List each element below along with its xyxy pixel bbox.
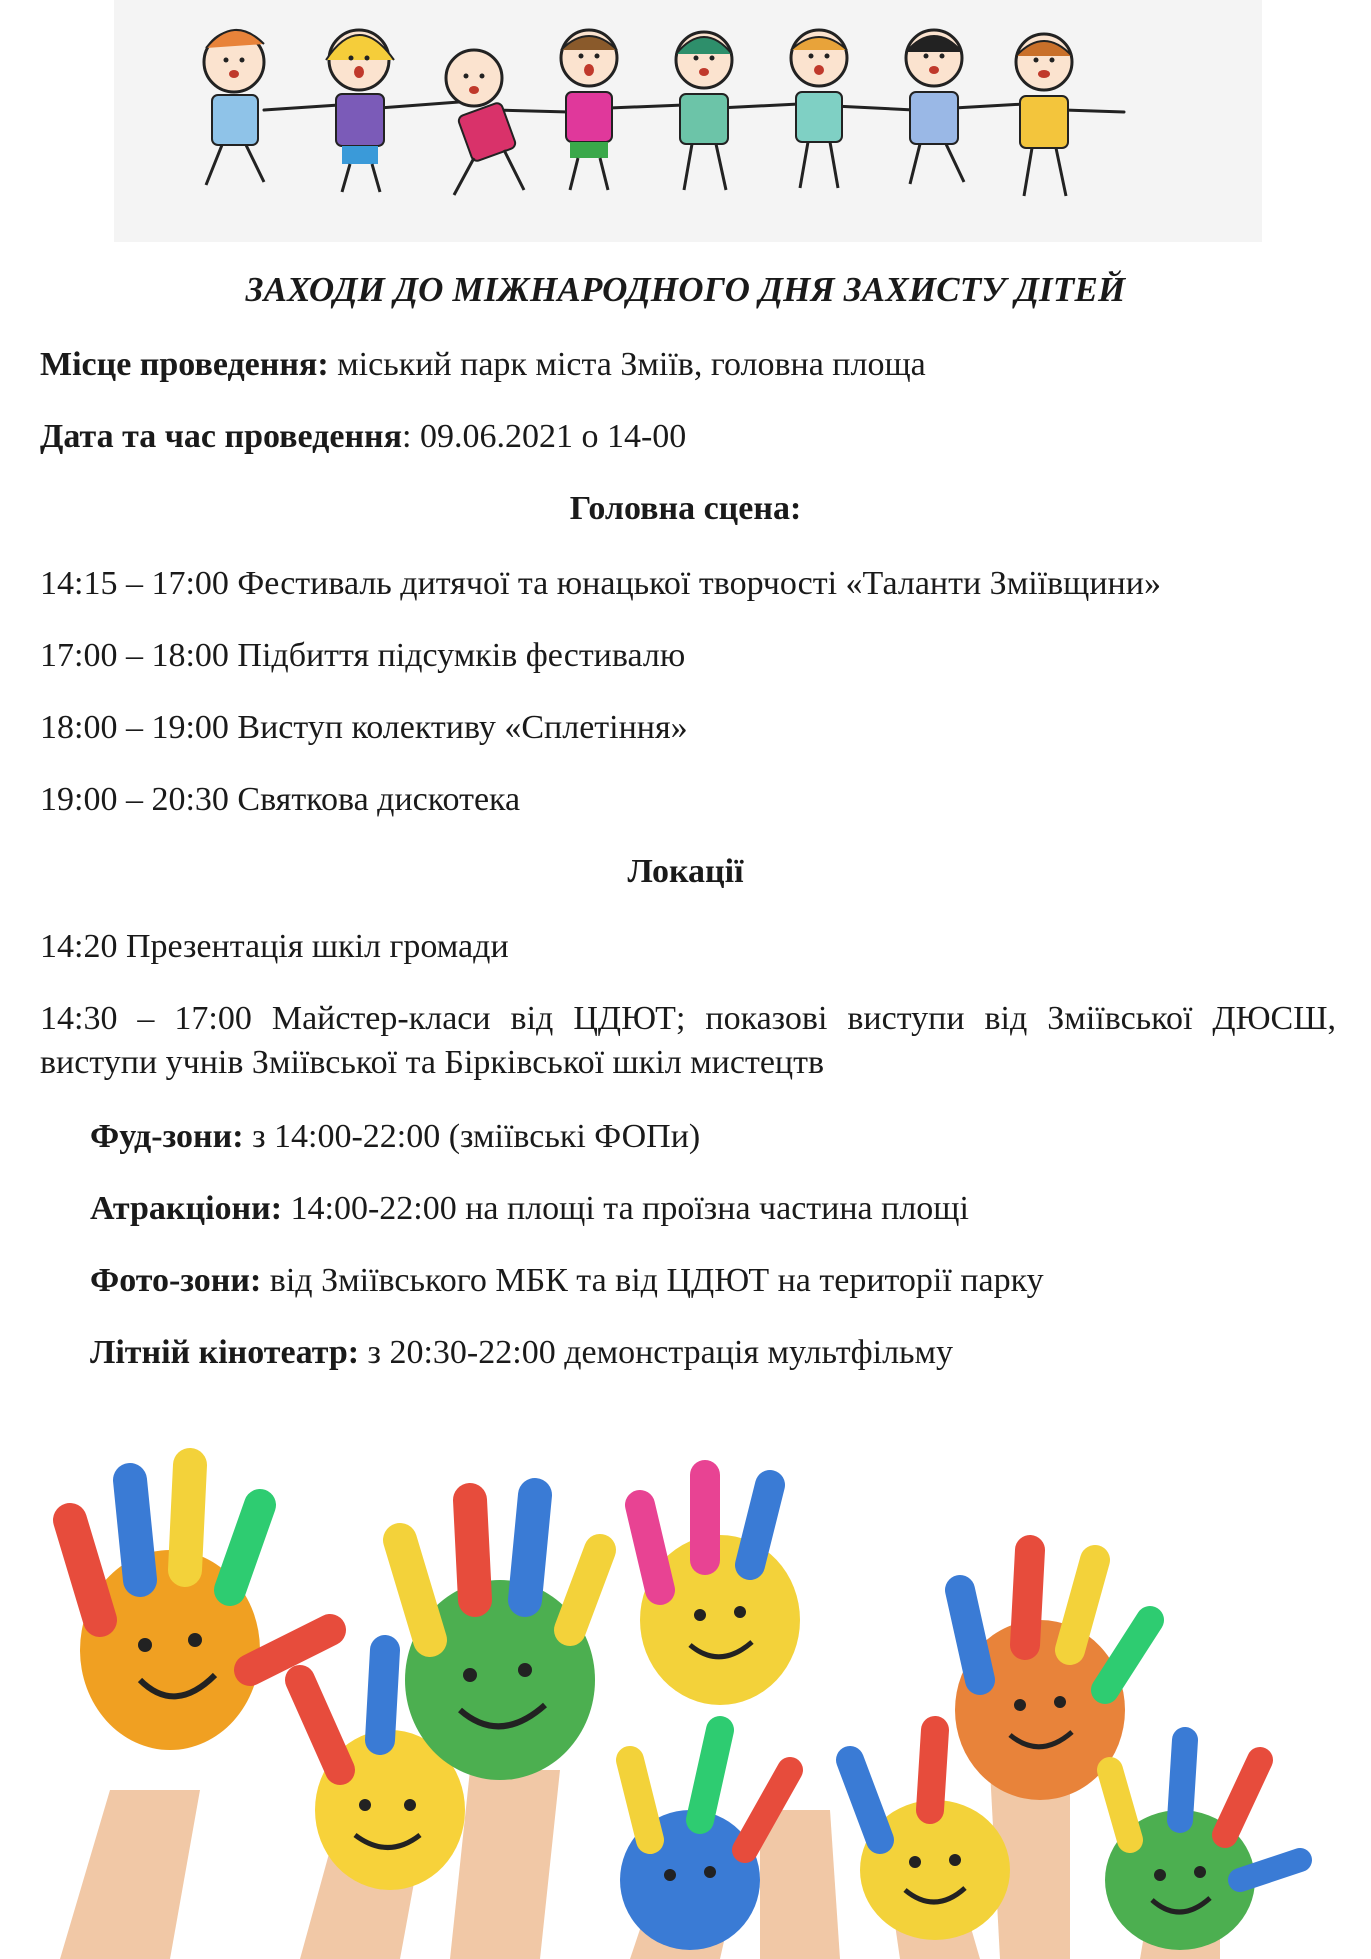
hand-7	[955, 1550, 1150, 1800]
cinema-line	[90, 1331, 953, 1375]
child-6	[791, 30, 847, 188]
datetime-label: Дата та час проведення	[40, 418, 403, 455]
locations-heading: Локації	[627, 853, 744, 890]
child-5	[676, 32, 732, 190]
venue-value: міський парк міста Зміїв, головна площа	[328, 346, 926, 383]
children-banner	[114, 0, 1262, 242]
hand-1	[70, 1465, 330, 1750]
location-item: 14:30 – 17:00 Майстер-класи від ЦДЮТ; показові виступи від Зміївської ДЮСШ, виступи учнів Зміївської та Бірківської шкіл мистецтв	[40, 1000, 1336, 1081]
schedule-item: 17:00 – 18:00 Підбиття підсумків фестивалю	[40, 637, 686, 674]
zone-value: з 14:00-22:00 (зміївські ФОПи)	[243, 1118, 701, 1155]
attractions-line	[90, 1187, 969, 1231]
schedule-item: 19:00 – 20:30 Святкова дискотека	[40, 781, 521, 818]
hand-3	[400, 1495, 600, 1780]
zone-label: Атракціони:	[90, 1190, 283, 1227]
child-7	[906, 30, 964, 184]
child-2	[326, 30, 394, 192]
child-8	[1016, 34, 1072, 196]
hands-illustration	[0, 1430, 1371, 1959]
location-item: 14:20 Презентація шкіл громади	[40, 928, 509, 965]
page-title: ЗАХОДИ ДО МІЖНАРОДНОГО ДНЯ ЗАХИСТУ ДІТЕЙ	[245, 270, 1126, 309]
food-zone-line	[90, 1115, 700, 1159]
hand-8	[1105, 1740, 1300, 1950]
photo-zone-line	[90, 1259, 1044, 1303]
child-4	[561, 30, 617, 190]
zone-label: Фото-зони:	[90, 1262, 262, 1299]
zone-label: Фуд-зони:	[90, 1118, 244, 1155]
datetime-line	[40, 415, 686, 459]
main-stage-heading: Головна сцена:	[569, 490, 802, 527]
zone-value: від Зміївського МБК та від ЦДЮТ на території парку	[261, 1262, 1044, 1299]
painted-hands-icon	[0, 1430, 1371, 1959]
schedule-item: 14:15 – 17:00 Фестиваль дитячої та юнацької творчості «Таланти Зміївщини»	[40, 565, 1161, 602]
zone-value: з 20:30-22:00 демонстрація мультфільму	[359, 1334, 954, 1371]
hand-4	[640, 1475, 800, 1705]
schedule-item: 18:00 – 19:00 Виступ колективу «Сплетіння»	[40, 709, 688, 746]
venue-label: Місце проведення:	[40, 346, 329, 383]
child-1	[204, 30, 264, 185]
zone-label: Літній кінотеатр:	[90, 1334, 360, 1371]
zone-value: 14:00-22:00 на площі та проїзна частина площі	[282, 1190, 969, 1227]
children-holding-hands-icon	[114, 0, 1262, 242]
venue-line	[40, 343, 926, 387]
child-3	[446, 50, 524, 195]
datetime-value: : 09.06.2021 о 14-00	[402, 418, 687, 455]
